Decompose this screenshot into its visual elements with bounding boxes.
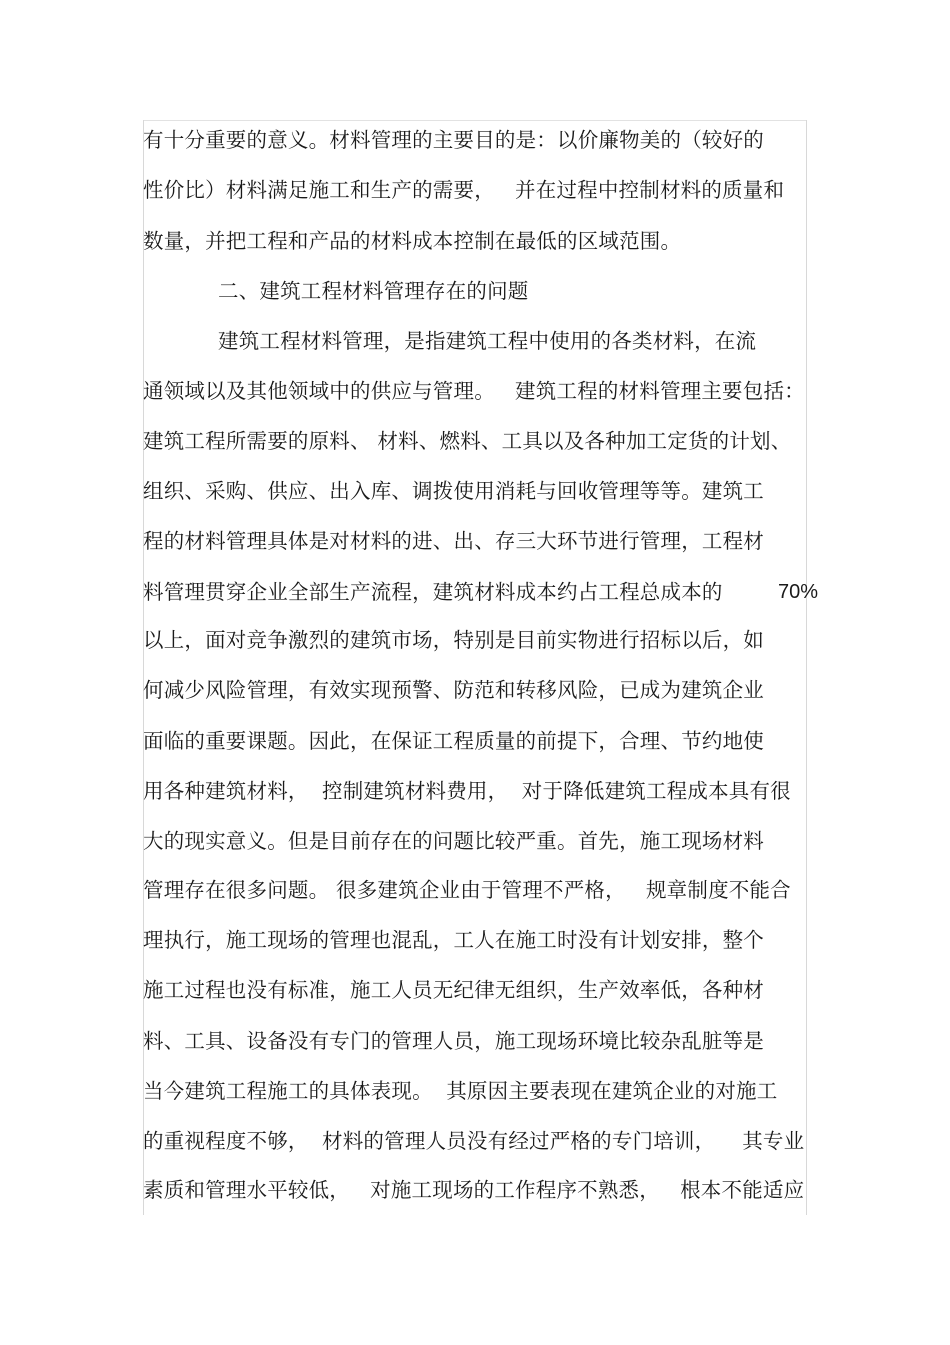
text-line: 程的材料管理具体是对材料的进、出、存三大环节进行管理，工程材 bbox=[143, 529, 764, 553]
text-line: 当今建筑工程施工的具体表现。 其原因主要表现在建筑企业的对施工 bbox=[143, 1079, 778, 1103]
text-line: 料管理贯穿企业全部生产流程，建筑材料成本约占工程总成本的 bbox=[143, 580, 723, 604]
text-line: 数量，并把工程和产品的材料成本控制在最低的区域范围。 bbox=[143, 229, 682, 253]
text-line: 组织、采购、供应、出入库、调拨使用消耗与回收管理等等。建筑工 bbox=[143, 479, 764, 503]
text-line: 何减少风险管理，有效实现预警、防范和转移风险，已成为建筑企业 bbox=[143, 678, 764, 702]
text-line: 料、工具、设备没有专门的管理人员，施工现场环境比较杂乱脏等是 bbox=[143, 1029, 764, 1053]
text-line: 建筑工程所需要的原料、 材料、燃料、工具以及各种加工定货的计划、 bbox=[143, 429, 792, 453]
text-line: 面临的重要课题。因此，在保证工程质量的前提下，合理、节约地使 bbox=[143, 729, 764, 753]
text-line: 用各种建筑材料， 控制建筑材料费用， 对于降低建筑工程成本具有很 bbox=[143, 779, 791, 803]
text-line: 通领域以及其他领域中的供应与管理。 建筑工程的材料管理主要包括： bbox=[143, 379, 805, 403]
percent-value: 70% bbox=[778, 581, 819, 603]
text-line: 的重视程度不够， 材料的管理人员没有经过严格的专门培训， 其专业 bbox=[143, 1129, 805, 1153]
text-line: 施工过程也没有标准，施工人员无纪律无组织，生产效率低，各种材 bbox=[143, 978, 764, 1002]
text-line: 素质和管理水平较低， 对施工现场的工作程序不熟悉， 根本不能适应 bbox=[143, 1178, 805, 1202]
text-line: 建筑工程材料管理，是指建筑工程中使用的各类材料，在流 bbox=[218, 329, 757, 353]
page-right-rule bbox=[806, 120, 807, 1215]
text-line: 以上，面对竞争激烈的建筑市场，特别是目前实物进行招标以后，如 bbox=[143, 628, 764, 652]
text-line: 理执行，施工现场的管理也混乱，工人在施工时没有计划安排，整个 bbox=[143, 928, 764, 952]
text-line: 大的现实意义。但是目前存在的问题比较严重。首先，施工现场材料 bbox=[143, 829, 764, 853]
text-line: 管理存在很多问题。 很多建筑企业由于管理不严格， 规章制度不能合 bbox=[143, 878, 791, 902]
text-line: 性价比）材料满足施工和生产的需要， 并在过程中控制材料的质量和 bbox=[143, 178, 785, 202]
section-heading: 二、建筑工程材料管理存在的问题 bbox=[218, 279, 529, 303]
text-line: 有十分重要的意义。材料管理的主要目的是：以价廉物美的（较好的 bbox=[143, 128, 764, 152]
